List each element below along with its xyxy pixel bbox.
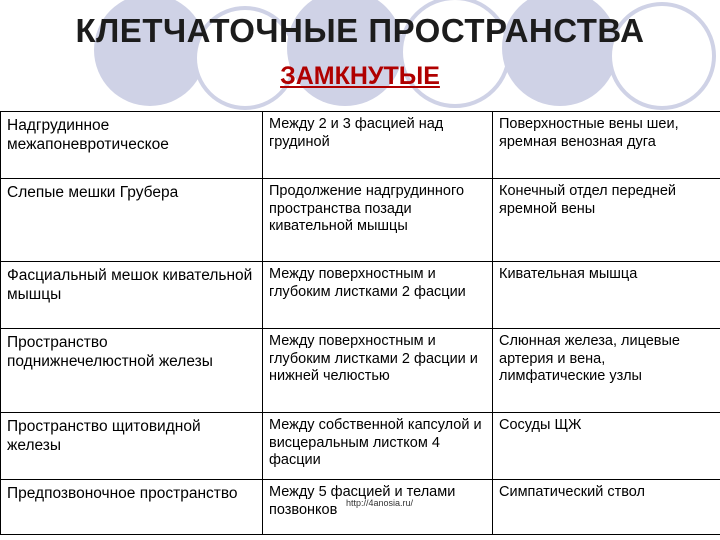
table-cell-location: Между 2 и 3 фасцией над грудиной — [263, 112, 493, 179]
table-cell-contents: Сосуды ЩЖ — [493, 413, 720, 480]
table-cell-location: Между поверхностным и глубоким листками 2 фасции и нижней челюстью — [263, 329, 493, 413]
page-title: КЛЕТЧАТОЧНЫЕ ПРОСТРАНСТВА — [75, 12, 645, 49]
watermark-url: http://4anosia.ru/ — [346, 498, 414, 508]
table-cell-contents: Кивательная мышца — [493, 262, 720, 329]
table-cell-space: Пространство поднижнечелюстной железы — [1, 329, 263, 413]
table-row — [1, 179, 720, 262]
table-row — [1, 413, 720, 480]
subtitle-text: ЗАМКНУТЫЕ — [280, 62, 440, 90]
table-cell-location: Между поверхностным и глубоким листками 2 фасции — [263, 262, 493, 329]
table-row — [1, 262, 720, 329]
page-subtitle — [0, 62, 720, 91]
table-cell-space: Фасциальный мешок кивательной мышцы — [1, 262, 263, 329]
table-cell-space: Пространство щитовидной железы — [1, 413, 263, 480]
table-cell-space: Надгрудинное межапоневротическое — [1, 112, 263, 179]
table-cell-contents: Поверхностные вены шеи, яремная венозная дуга — [493, 112, 720, 179]
table-cell-location: Между 5 фасцией и телами позвонков — [263, 480, 493, 535]
table-cell-contents: Симпатический ствол — [493, 480, 720, 535]
table-cell-contents: Конечный отдел передней яремной вены — [493, 179, 720, 262]
table-row — [1, 329, 720, 413]
table-cell-location: Продолжение надгрудинного пространства позади кивательной мышцы — [263, 179, 493, 262]
table-cell-contents: Слюнная железа, лицевые артерия и вена, лимфатические узлы — [493, 329, 720, 413]
table-cell-space: Слепые мешки Грубера — [1, 179, 263, 262]
table-cell-location: Между собственной капсулой и висцеральным листком 4 фасции — [263, 413, 493, 480]
table-row — [1, 112, 720, 179]
spaces-table — [0, 111, 720, 535]
table-cell-space: Предпозвоночное пространство — [1, 480, 263, 535]
